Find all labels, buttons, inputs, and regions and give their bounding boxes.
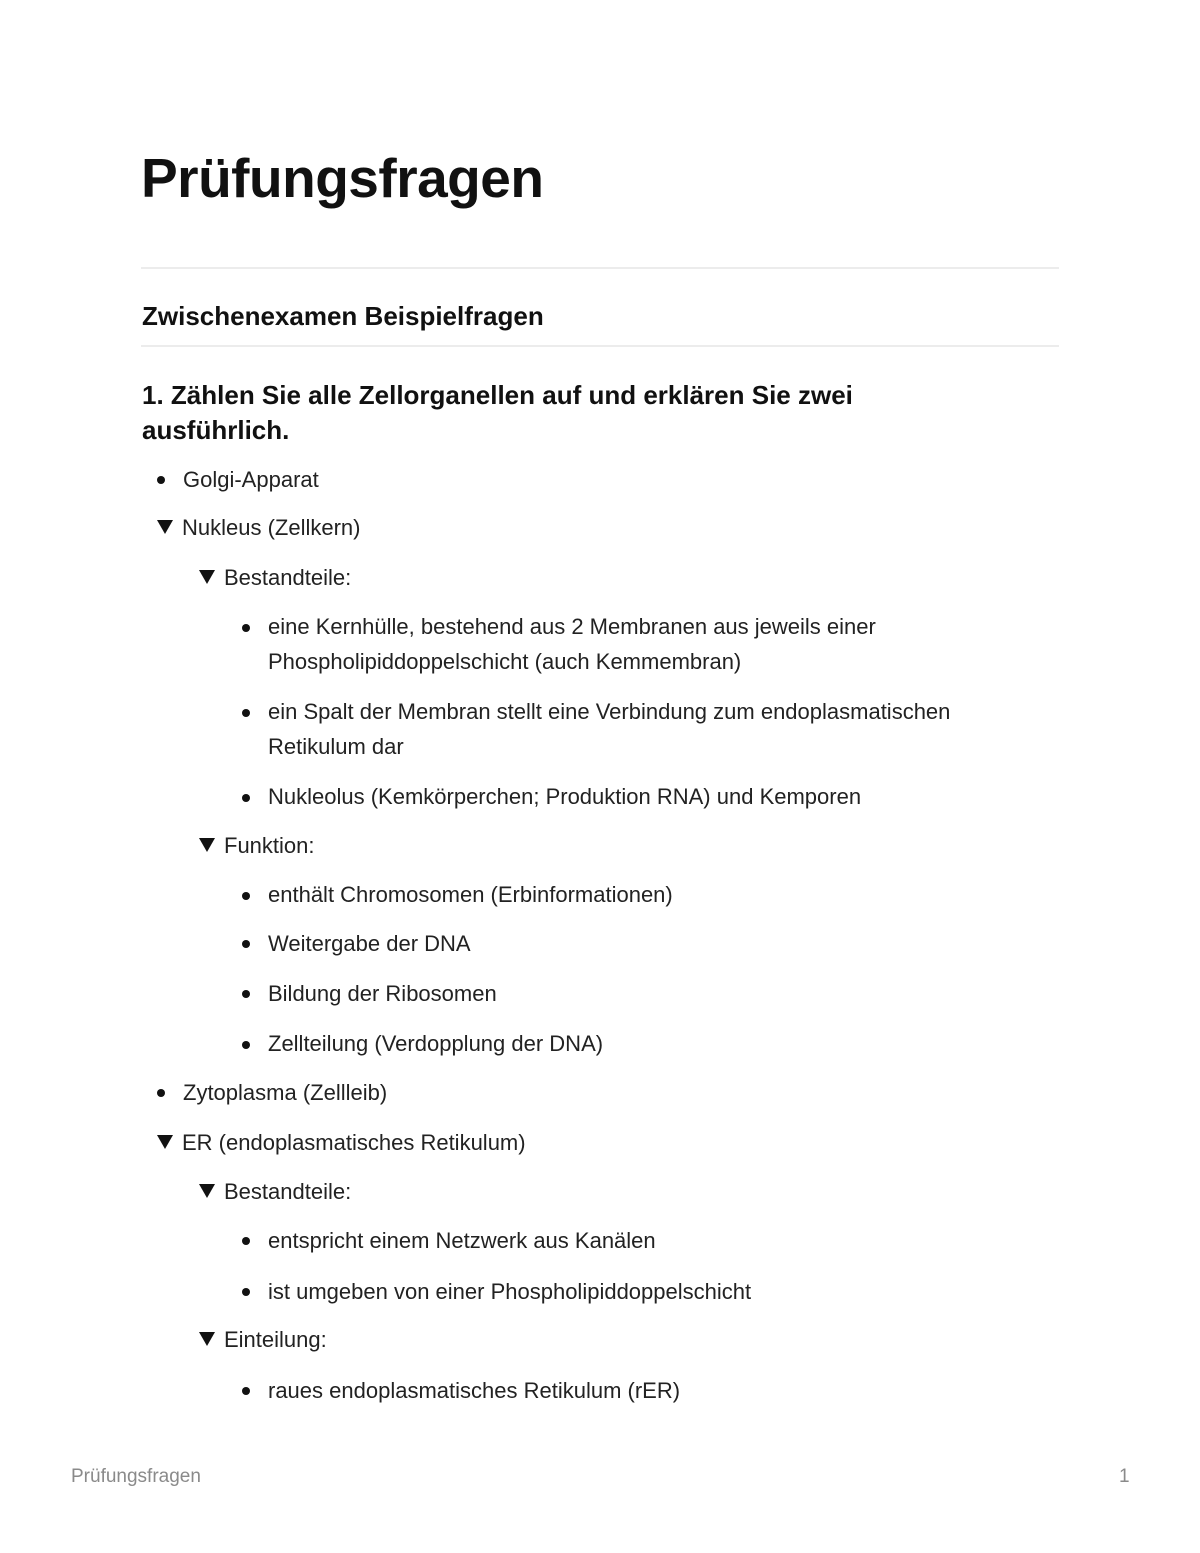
bullet-icon <box>242 1041 250 1049</box>
footer-page-number: 1 <box>1119 1466 1130 1487</box>
bullet-icon <box>242 1237 250 1245</box>
toggle-triangle-icon[interactable] <box>199 838 215 852</box>
list-item-weitergabe: Weitergabe der DNA <box>268 931 471 956</box>
page-title: Prüfungsfragen <box>141 147 544 209</box>
bullet-icon <box>157 1089 165 1097</box>
list-item-chromosomen: enthält Chromosomen (Erbinformationen) <box>268 882 673 907</box>
bullet-icon <box>242 709 250 717</box>
question-heading: 1. Zählen Sie alle Zellorganellen auf und erklären Sie zwei ausführlich. <box>142 380 853 445</box>
bullet-icon <box>242 794 250 802</box>
toggle-triangle-icon[interactable] <box>199 570 215 584</box>
list-item-spalt: ein Spalt der Membran stellt eine Verbindung zum endoplasmatischen Retikulum dar <box>268 699 951 759</box>
bullet-icon <box>242 940 250 948</box>
list-item-rer: raues endoplasmatisches Retikulum (rER) <box>268 1378 681 1403</box>
list-item-nukleolus: Nukleolus (Kemkörperchen; Produktion RNA) und Kemporen <box>268 784 862 809</box>
list-item-kernhuelle: eine Kernhülle, bestehend aus 2 Membranen aus jeweils einer Phospholipiddoppelschicht (auch Kemmembran) <box>268 614 876 674</box>
section-heading: Zwischenexamen Beispielfragen <box>142 301 544 331</box>
title-divider <box>141 267 1059 269</box>
bullet-icon <box>242 892 250 900</box>
toggle-item-nukleus[interactable]: Nukleus (Zellkern) <box>182 515 361 540</box>
toggle-triangle-icon[interactable] <box>199 1184 215 1198</box>
toggle-triangle-icon[interactable] <box>199 1332 215 1346</box>
toggle-item-nukleus-bestandteile[interactable]: Bestandteile: <box>224 565 352 590</box>
toggle-triangle-icon[interactable] <box>157 1135 173 1149</box>
list-item-netzwerk: entspricht einem Netzwerk aus Kanälen <box>268 1228 656 1253</box>
list-item-zytoplasma: Zytoplasma (Zellleib) <box>183 1080 388 1105</box>
toggle-item-nukleus-funktion[interactable]: Funktion: <box>224 833 315 858</box>
toggle-triangle-icon[interactable] <box>157 520 173 534</box>
list-item-zellteilung: Zellteilung (Verdopplung der DNA) <box>268 1031 604 1056</box>
toggle-item-er-einteilung[interactable]: Einteilung: <box>224 1327 327 1352</box>
list-item-golgi: Golgi-Apparat <box>183 467 319 492</box>
footer-title: Prüfungsfragen <box>71 1466 201 1487</box>
bullet-icon <box>242 1288 250 1296</box>
bullet-icon <box>242 624 250 632</box>
toggle-item-er[interactable]: ER (endoplasmatisches Retikulum) <box>182 1130 526 1155</box>
bullet-icon <box>157 476 165 484</box>
bullet-icon <box>242 990 250 998</box>
section-divider <box>141 345 1059 347</box>
list-item-ribosomen: Bildung der Ribosomen <box>268 981 497 1006</box>
bullet-icon <box>242 1387 250 1395</box>
list-item-umgeben: ist umgeben von einer Phospholipiddoppelschicht <box>268 1279 752 1304</box>
toggle-item-er-bestandteile[interactable]: Bestandteile: <box>224 1179 352 1204</box>
